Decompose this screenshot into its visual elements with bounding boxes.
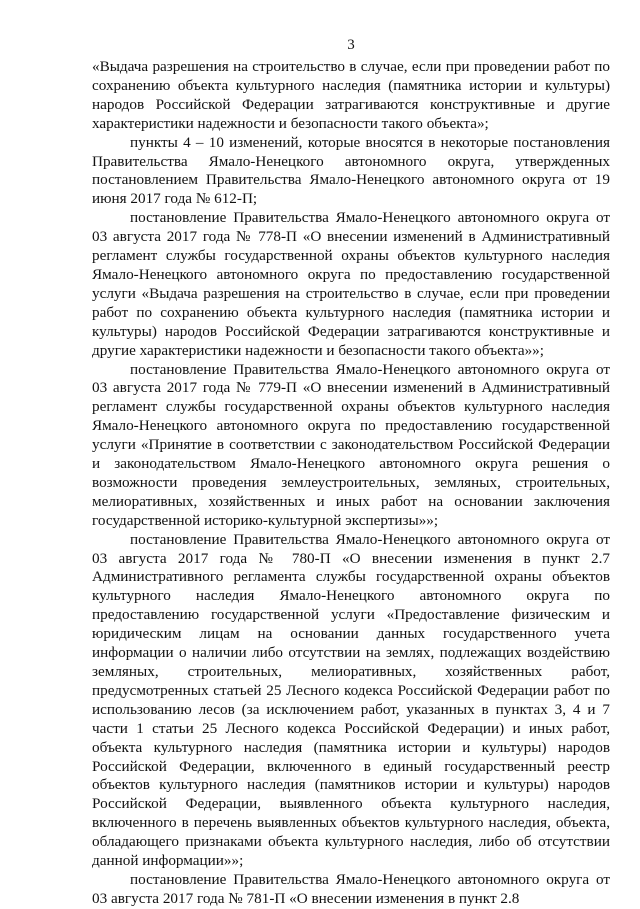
paragraph-2: пункты 4 – 10 изменений, которые вносятся в некоторые постановления Правительства Ямало-Ненецкого автономного округа, утвержденных постановлением Правительства Ямало-Ненецкого автономного округа от 19 июня 2017 года № 612-П;	[92, 133, 610, 208]
paragraph-1: «Выдача разрешения на строительство в случае, если при проведении работ по сохранению объекта культурного наследия (памятника истории и культуры) народов Российской Федерации затрагиваются конструктивные и другие характеристики надежности и безопасности такого объекта»;	[92, 58, 610, 132]
paragraph-3: постановление Правительства Ямало-Ненецкого автономного округа от 03 августа 2017 года № 778-П «О внесении изменений в Административный регламент службы государственной охраны объектов культурного наследия Ямало-Ненецкого автономного округа по предоставлению государственной услуги «Выдача разрешения на строительство в случае, если при проведении работ по сохранению объекта культурного наследия (памятника истории и культуры) народов Российской Федерации затрагиваются конструктивные и другие характеристики надежности и безопасности такого объекта»»;	[92, 209, 610, 359]
paragraph-5: постановление Правительства Ямало-Ненецкого автономного округа от 03 августа 2017 года № 780-П «О внесении изменения в пункт 2.7 Административного регламента службы государственной охраны объектов культурного наследия Ямало-Ненецкого автономного округа по предоставлению государственной услуги «Предоставление физическим и юридическим лицам на основании данных государственного учета информации о наличии либо отсутствии на землях, подлежащих воздействию земляных, строительных, мелиоративных, хозяйственных работ, предусмотренных статьей 25 Лесного кодекса Российской Федерации работ по использованию лесов (за исключением работ, указанных в пунктах 3, 4 и 7 части 1 статьи 25 Лесного кодекса Российской Федерации) и иных работ, объекта культурного наследия (памятника истории и культуры) народов Российской Федерации, включенного в единый государственный реестр объектов культурного наследия (памятников истории и культуры) народов Российской Федерации, выявленного объекта культурного наследия, включенного в перечень выявленных объектов культурного наследия, объекта, обладающего признаками объекта культурного наследия, либо об отсутствии данной информации»»;	[92, 530, 610, 870]
document-page	[92, 36, 610, 909]
paragraph-4: постановление Правительства Ямало-Ненецкого автономного округа от 03 августа 2017 года № 779-П «О внесении изменений в Административный регламент службы государственной охраны объектов культурного наследия Ямало-Ненецкого автономного округа по предоставлению государственной услуги «Принятие в соответствии с законодательством Российской Федерации и законодательством Ямало-Ненецкого автономного округа решения о возможности проведения землеустроительных, земляных, строительных, мелиоративных, хозяйственных и иных работ на основании заключения государственной историко-культурной экспертизы»»;	[92, 360, 610, 529]
page-number: 3	[347, 37, 355, 53]
paragraph-6: постановление Правительства Ямало-Ненецкого автономного округа от 03 августа 2017 года № 781-П «О внесении изменения в пункт 2.8	[92, 870, 610, 907]
